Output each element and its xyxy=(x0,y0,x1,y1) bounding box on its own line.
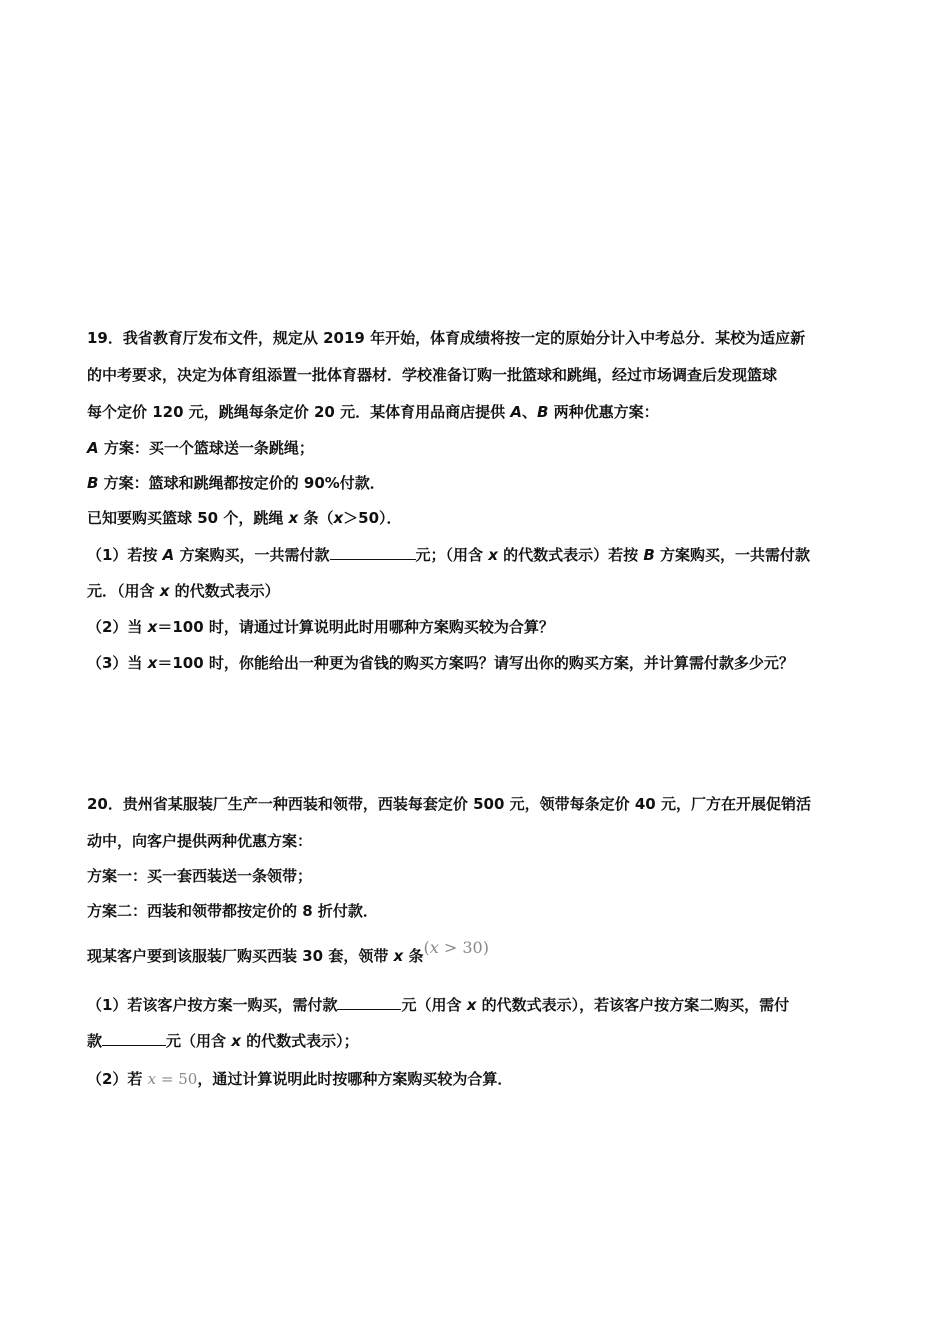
answer-blank-4[interactable] xyxy=(102,1030,166,1046)
q20-line-1: 20．贵州省某服装厂生产一种西装和领带，西装每套定价 500 元，领带每条定价 40 元，厂方在开展促销活 xyxy=(87,795,811,813)
answer-blank-3[interactable] xyxy=(337,994,401,1010)
q19-line-3: 每个定价 120 元，跳绳每条定价 20 元．某体育用品商店提供 A、B 两种优惠方案： xyxy=(87,403,659,421)
q20-line-2: 动中，向客户提供两种优惠方案： xyxy=(87,832,313,850)
q20-plan-2: 方案二：西装和领带都按定价的 8 折付款． xyxy=(87,902,378,920)
q20-plan-1: 方案一：买一套西装送一条领带； xyxy=(87,867,313,885)
q19-known: 已知要购买篮球 50 个，跳绳 x 条（x＞50）． xyxy=(87,509,402,527)
q19-number: 19． xyxy=(87,329,123,347)
answer-blank-1[interactable] xyxy=(330,544,416,560)
q19-plan-b: B 方案：篮球和跳绳都按定价的 90%付款． xyxy=(87,474,385,492)
q19-plan-a: A 方案：买一个篮球送一条跳绳； xyxy=(87,439,314,457)
q20-part-1-cont: 款 元（用含 x 的代数式表示）； xyxy=(87,1032,359,1050)
q19-line-2: 的中考要求，决定为体育组添置一批体育器材．学校准备订购一批篮球和跳绳，经过市场调查后发现篮球 xyxy=(87,366,778,384)
x-equals-50-formula: x = 50 xyxy=(147,1070,198,1088)
q19-part-3: （3）当 x＝100 时，你能给出一种更为省钱的购买方案吗？请写出你的购买方案，并计算需付款多少元？ xyxy=(87,654,794,672)
q20-number: 20． xyxy=(87,795,123,813)
q19-part-1-cont: 元．（用含 x 的代数式表示） xyxy=(87,582,280,600)
q20-part-2: （2）若 x = 50，通过计算说明此时按哪种方案购买较为合算． xyxy=(87,1070,513,1088)
q20-now: 现某客户要到该服装厂购买西装 30 套，领带 x 条(x > 30) xyxy=(87,938,489,965)
q19-part-2: （2）当 x＝100 时，请通过计算说明此时用哪种方案购买较为合算？ xyxy=(87,618,554,636)
q19-line-1: 19．我省教育厅发布文件，规定从 2019 年开始，体育成绩将按一定的原始分计入中考总分．某校为适应新 xyxy=(87,329,806,347)
q20-part-1: （1）若该客户按方案一购买，需付款 元（用含 x 的代数式表示），若该客户按方案二购买，需付 xyxy=(87,996,790,1014)
q19-part-1: （1）若按 A 方案购买，一共需付款 元；（用含 x 的代数式表示）若按 B 方案购买，一共需付款 xyxy=(87,546,811,564)
condition-formula: (x > 30) xyxy=(423,938,489,957)
